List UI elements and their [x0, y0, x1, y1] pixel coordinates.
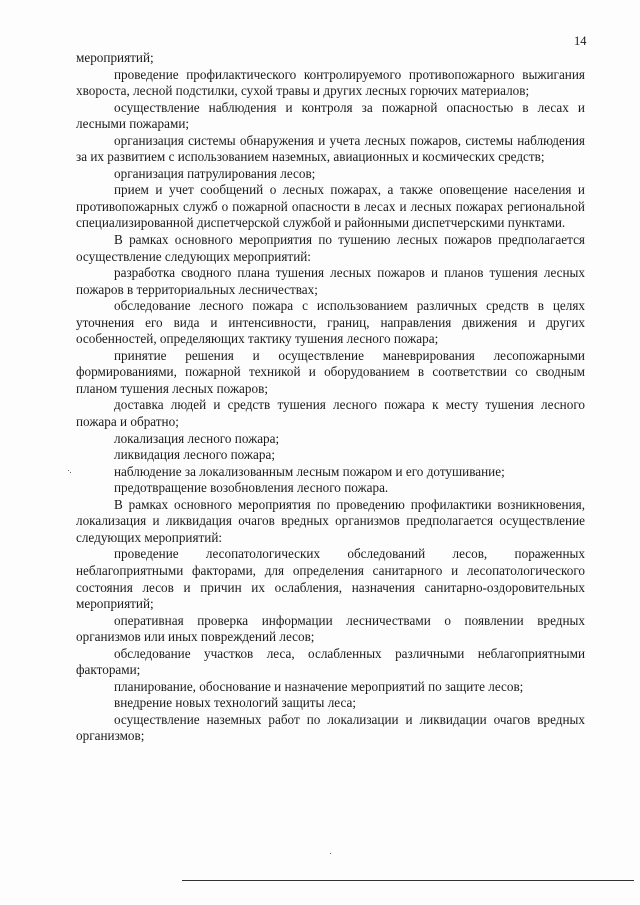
paragraph: проведение профилактического контролируемого противопожарного выжигания хвороста, лесной подстилки, сухой травы и других лесных горючих материалов;	[76, 66, 585, 99]
paragraph: обследование лесного пожара с использованием различных средств в целях уточнения его вида и интенсивности, границ, направления движения и других особенностей, определяющих тактику тушения лесного пожара;	[76, 298, 585, 347]
bottom-rule	[182, 880, 634, 881]
paragraph: организация системы обнаружения и учета лесных пожаров, системы наблюдения за их развитием с использованием наземных, авиационных и космических средств;	[76, 132, 585, 165]
paragraph: прием и учет сообщений о лесных пожарах, а также оповещение населения и противопожарных служб о пожарной опасности в лесах и лесных пожарах региональной специализированной диспетчерской службой и районными диспетчерскими пунктами.	[76, 182, 585, 231]
body-text	[76, 50, 585, 745]
paragraph: обследование участков леса, ослабленных различными неблагоприятными факторами;	[76, 645, 585, 678]
paragraph: ликвидация лесного пожара;	[114, 447, 276, 463]
paragraph: предотвращение возобновления лесного пожара.	[114, 480, 389, 496]
paragraph: разработка сводного плана тушения лесных пожаров и планов тушения лесных пожаров в территориальных лесничествах;	[76, 265, 585, 297]
paragraph: В рамках основного мероприятия по тушению лесных пожаров предполагается осуществление следующих мероприятий:	[76, 232, 585, 264]
paragraph: В рамках основного мероприятия по проведению профилактики возникновения, локализация и ликвидация очагов вредных организмов предполагается осуществление следующих мероприятий:	[76, 496, 585, 545]
scan-speck	[68, 470, 69, 471]
paragraph: оперативная проверка информации лесничествами о появлении вредных организмов или иных повреждений лесов;	[76, 612, 585, 645]
paragraph: принятие решения и осуществление маневрирования лесопожарными формированиями, пожарной техникой и оборудованием в соответствии со сводным планом тушения лесных пожаров;	[76, 347, 585, 396]
paragraph: доставка людей и средств тушения лесного пожара к месту тушения лесного пожара и обратно;	[76, 397, 585, 430]
page-number: 14	[574, 34, 587, 48]
paragraph: мероприятий;	[76, 50, 154, 65]
paragraph: организация патрулирования лесов;	[114, 165, 316, 181]
scan-speck	[330, 853, 331, 854]
paragraph: осуществление наблюдения и контроля за пожарной опасностью в лесах и лесными пожарами;	[76, 99, 585, 132]
paragraph: внедрение новых технологий защиты леса;	[114, 695, 357, 711]
paragraph: наблюдение за локализованным лесным пожаром и его дотушивание;	[114, 463, 505, 479]
paragraph: осуществление наземных работ по локализации и ликвидации очагов вредных организмов;	[76, 711, 585, 744]
paragraph: планирование, обоснование и назначение мероприятий по защите лесов;	[114, 678, 524, 694]
paragraph: проведение лесопатологических обследований лесов, пораженных неблагоприятными факторами, для определения санитарного и лесопатологического состояния лесов и причин их ослабления, назначения санитарно-оздоровительных мероприятий;	[76, 546, 585, 612]
scan-speck	[70, 472, 71, 473]
paragraph: локализация лесного пожара;	[114, 430, 280, 446]
